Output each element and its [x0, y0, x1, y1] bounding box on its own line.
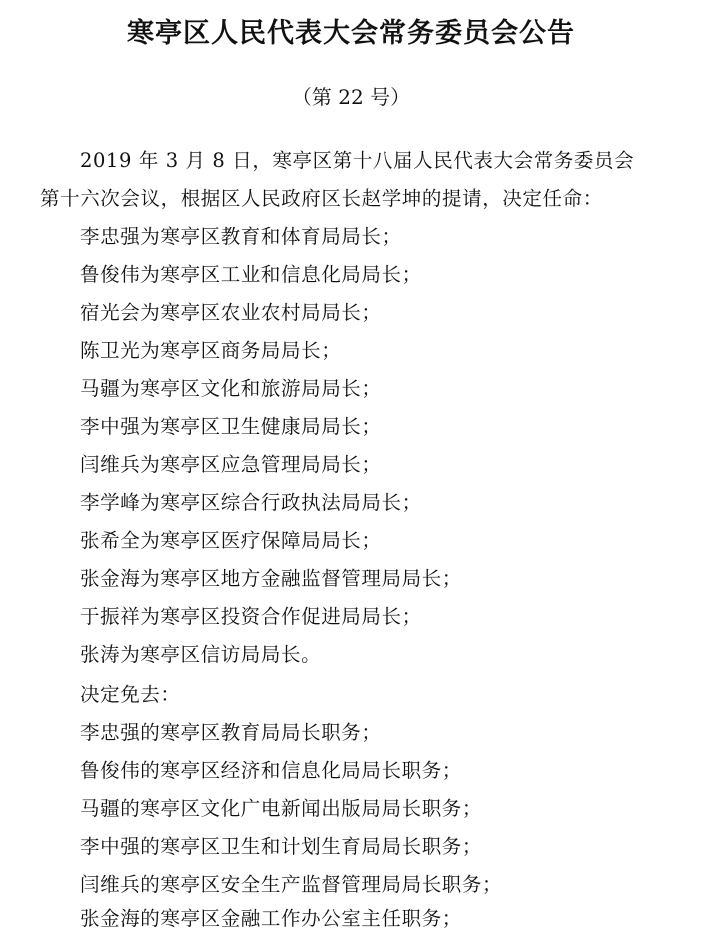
- appointment-item-10: 张金海为寒亭区地方金融监督管理局局长；: [80, 567, 462, 590]
- document-number: （第 22 号）: [291, 85, 411, 109]
- appointment-item-11: 于振祥为寒亭区投资合作促进局局长；: [80, 605, 422, 628]
- intro-line-2: 第十六次会议，根据区人民政府区长赵学坤的提请，决定任命：: [40, 187, 603, 210]
- intro-line-1: 2019 年 3 月 8 日，寒亭区第十八届人民代表大会常务委员会: [80, 149, 635, 172]
- removal-item-3: 马疆的寒亭区文化广电新闻出版局局长职务；: [80, 797, 483, 820]
- appointment-item-6: 李中强为寒亭区卫生健康局局长；: [80, 415, 382, 438]
- removal-item-4: 李中强的寒亭区卫生和计划生育局局长职务；: [80, 835, 483, 858]
- appointment-item-5: 马疆为寒亭区文化和旅游局局长；: [80, 377, 382, 400]
- removal-item-1: 李忠强的寒亭区教育局局长职务；: [80, 721, 382, 744]
- document-title: 寒亭区人民代表大会常务委员会公告: [127, 18, 575, 49]
- removal-item-2: 鲁俊伟的寒亭区经济和信息化局局长职务；: [80, 759, 462, 782]
- appointment-item-12: 张涛为寒亭区信访局局长。: [80, 643, 322, 666]
- appointment-item-4: 陈卫光为寒亭区商务局局长；: [80, 339, 342, 362]
- appointment-item-3: 宿光会为寒亭区农业农村局局长；: [80, 301, 382, 324]
- removal-item-6: 张金海的寒亭区金融工作办公室主任职务；: [80, 907, 462, 930]
- appointment-item-2: 鲁俊伟为寒亭区工业和信息化局局长；: [80, 263, 422, 286]
- appointment-item-1: 李忠强为寒亭区教育和体育局局长；: [80, 225, 402, 248]
- appointment-item-7: 闫维兵为寒亭区应急管理局局长；: [80, 453, 382, 476]
- removal-item-5: 闫维兵的寒亭区安全生产监督管理局局长职务；: [80, 873, 503, 896]
- appointment-item-8: 李学峰为寒亭区综合行政执法局局长；: [80, 491, 422, 514]
- appointment-item-9: 张希全为寒亭区医疗保障局局长；: [80, 529, 382, 552]
- removal-heading: 决定免去：: [80, 683, 181, 706]
